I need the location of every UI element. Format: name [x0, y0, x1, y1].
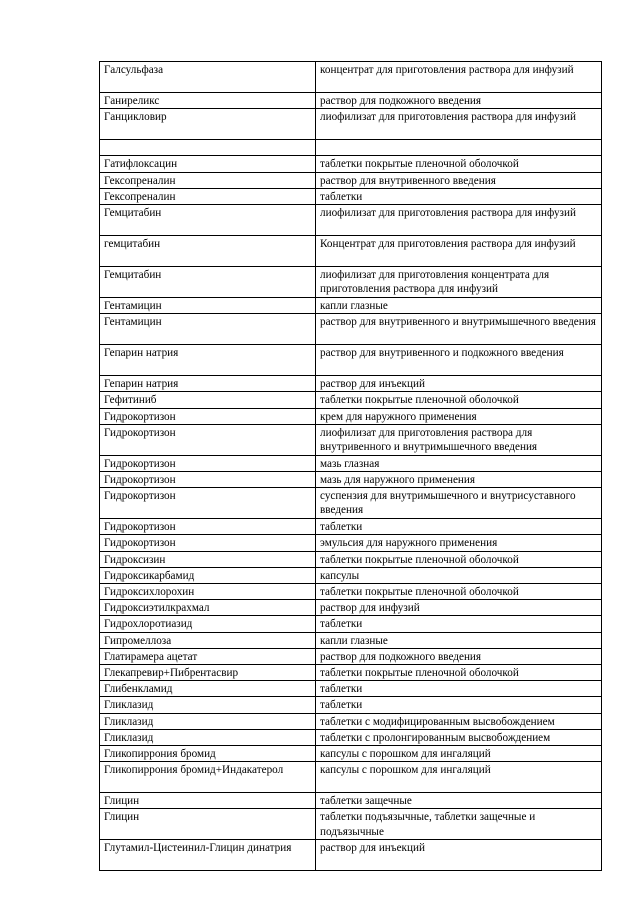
drug-name-cell: Гатифлоксацин [100, 156, 316, 172]
table-row [100, 729, 602, 745]
table-row [100, 551, 602, 567]
dosage-form-cell: капли глазные [316, 632, 602, 648]
drug-name-cell: Гидрокортизон [100, 488, 316, 519]
dosage-form-cell: капсулы [316, 567, 602, 583]
table-row [100, 681, 602, 697]
dosage-form-cell: таблетки [316, 188, 602, 204]
dosage-form-cell: таблетки подъязычные, таблетки защечные и подъязычные [316, 809, 602, 840]
table-row [100, 156, 602, 172]
table-row [100, 188, 602, 204]
table-row [100, 746, 602, 762]
drug-name-cell: Гепарин натрия [100, 345, 316, 376]
drug-name-cell: Глибенкламид [100, 681, 316, 697]
table-row [100, 584, 602, 600]
drug-name-cell: Гентамицин [100, 314, 316, 345]
drug-name-cell: Гидрокортизон [100, 424, 316, 455]
dosage-form-cell: капли глазные [316, 298, 602, 314]
dosage-form-cell: таблетки защечные [316, 793, 602, 809]
drug-name-cell: Гексопреналин [100, 172, 316, 188]
table-row [100, 408, 602, 424]
table-row [100, 488, 602, 519]
table-row [100, 205, 602, 236]
table-row [100, 665, 602, 681]
document-page [99, 61, 601, 871]
drug-name-cell: Гентамицин [100, 298, 316, 314]
table-row [100, 236, 602, 267]
drug-name-cell: гемцитабин [100, 236, 316, 267]
dosage-form-cell: таблетки покрытые пленочной оболочкой [316, 665, 602, 681]
dosage-form-cell: суспензия для внутримышечного и внутрисуставного введения [316, 488, 602, 519]
table-row [100, 62, 602, 93]
drug-name-cell: Гепарин натрия [100, 376, 316, 392]
dosage-form-cell: лиофилизат для приготовления раствора для инфузий [316, 109, 602, 140]
drug-name-cell: Гидрокортизон [100, 535, 316, 551]
table-row [100, 600, 602, 616]
drug-form-table [99, 61, 602, 871]
table-row [100, 172, 602, 188]
dosage-form-cell: крем для наружного применения [316, 408, 602, 424]
dosage-form-cell: раствор для внутривенного и подкожного введения [316, 345, 602, 376]
table-row [100, 567, 602, 583]
table-row [100, 376, 602, 392]
table-row [100, 632, 602, 648]
table-row [100, 713, 602, 729]
table-row [100, 298, 602, 314]
drug-name-cell: Ганиреликс [100, 93, 316, 109]
drug-name-cell: Гликлазид [100, 713, 316, 729]
dosage-form-cell: таблетки покрытые пленочной оболочкой [316, 551, 602, 567]
dosage-form-cell: лиофилизат для приготовления раствора для внутривенного и внутримышечного введения [316, 424, 602, 455]
dosage-form-cell: таблетки покрытые пленочной оболочкой [316, 392, 602, 408]
dosage-form-cell: раствор для инфузий [316, 600, 602, 616]
dosage-form-cell: таблетки [316, 519, 602, 535]
dosage-form-cell: мазь глазная [316, 455, 602, 471]
table-row [100, 809, 602, 840]
table-row [100, 616, 602, 632]
dosage-form-cell: концентрат для приготовления раствора для инфузий [316, 62, 602, 93]
dosage-form-cell [316, 140, 602, 156]
table-row [100, 140, 602, 156]
table-body [100, 62, 602, 871]
dosage-form-cell: капсулы с порошком для ингаляций [316, 746, 602, 762]
dosage-form-cell: лиофилизат для приготовления концентрата для приготовления раствора для инфузий [316, 267, 602, 298]
drug-name-cell: Гемцитабин [100, 267, 316, 298]
dosage-form-cell: таблетки с модифицированным высвобождением [316, 713, 602, 729]
table-row [100, 762, 602, 793]
table-row [100, 267, 602, 298]
drug-name-cell: Галсульфаза [100, 62, 316, 93]
table-row [100, 535, 602, 551]
dosage-form-cell: лиофилизат для приготовления раствора для инфузий [316, 205, 602, 236]
drug-name-cell: Гидроксихлорохин [100, 584, 316, 600]
drug-name-cell: Глатирамера ацетат [100, 648, 316, 664]
table-row [100, 519, 602, 535]
drug-name-cell: Гидрокортизон [100, 519, 316, 535]
dosage-form-cell: таблетки покрытые пленочной оболочкой [316, 584, 602, 600]
dosage-form-cell: таблетки [316, 681, 602, 697]
drug-name-cell: Гемцитабин [100, 205, 316, 236]
table-row [100, 840, 602, 871]
drug-name-cell: Гликопиррония бромид+Индакатерол [100, 762, 316, 793]
dosage-form-cell: раствор для внутривенного введения [316, 172, 602, 188]
dosage-form-cell: раствор для инъекций [316, 376, 602, 392]
table-row [100, 648, 602, 664]
drug-name-cell: Глекапревир+Пибрентасвир [100, 665, 316, 681]
dosage-form-cell: таблетки с пролонгированным высвобождением [316, 729, 602, 745]
drug-name-cell: Гидрокортизон [100, 472, 316, 488]
dosage-form-cell: раствор для подкожного введения [316, 93, 602, 109]
table-row [100, 392, 602, 408]
drug-name-cell: Гипромеллоза [100, 632, 316, 648]
dosage-form-cell: раствор для подкожного введения [316, 648, 602, 664]
table-row [100, 793, 602, 809]
table-row [100, 345, 602, 376]
drug-name-cell: Гидрохлоротиазид [100, 616, 316, 632]
drug-name-cell: Глицин [100, 793, 316, 809]
dosage-form-cell: таблетки покрытые пленочной оболочкой [316, 156, 602, 172]
dosage-form-cell: таблетки [316, 616, 602, 632]
drug-name-cell: Гидроксиэтилкрахмал [100, 600, 316, 616]
dosage-form-cell: Концентрат для приготовления раствора для инфузий [316, 236, 602, 267]
drug-name-cell: Гексопреналин [100, 188, 316, 204]
dosage-form-cell: капсулы с порошком для ингаляций [316, 762, 602, 793]
drug-name-cell: Гликопиррония бромид [100, 746, 316, 762]
dosage-form-cell: раствор для внутривенного и внутримышечного введения [316, 314, 602, 345]
drug-name-cell: Гидроксикарбамид [100, 567, 316, 583]
table-row [100, 424, 602, 455]
drug-name-cell: Гидроксизин [100, 551, 316, 567]
drug-name-cell [100, 140, 316, 156]
drug-name-cell: Глутамил-Цистеинил-Глицин динатрия [100, 840, 316, 871]
drug-name-cell: Гликлазид [100, 729, 316, 745]
dosage-form-cell: мазь для наружного применения [316, 472, 602, 488]
table-row [100, 472, 602, 488]
drug-name-cell: Гидрокортизон [100, 455, 316, 471]
dosage-form-cell: раствор для инъекций [316, 840, 602, 871]
table-row [100, 697, 602, 713]
table-row [100, 455, 602, 471]
drug-name-cell: Гидрокортизон [100, 408, 316, 424]
table-row [100, 314, 602, 345]
dosage-form-cell: таблетки [316, 697, 602, 713]
drug-name-cell: Глицин [100, 809, 316, 840]
drug-name-cell: Ганцикловир [100, 109, 316, 140]
table-row [100, 93, 602, 109]
drug-name-cell: Гефитиниб [100, 392, 316, 408]
table-row [100, 109, 602, 140]
drug-name-cell: Гликлазид [100, 697, 316, 713]
dosage-form-cell: эмульсия для наружного применения [316, 535, 602, 551]
